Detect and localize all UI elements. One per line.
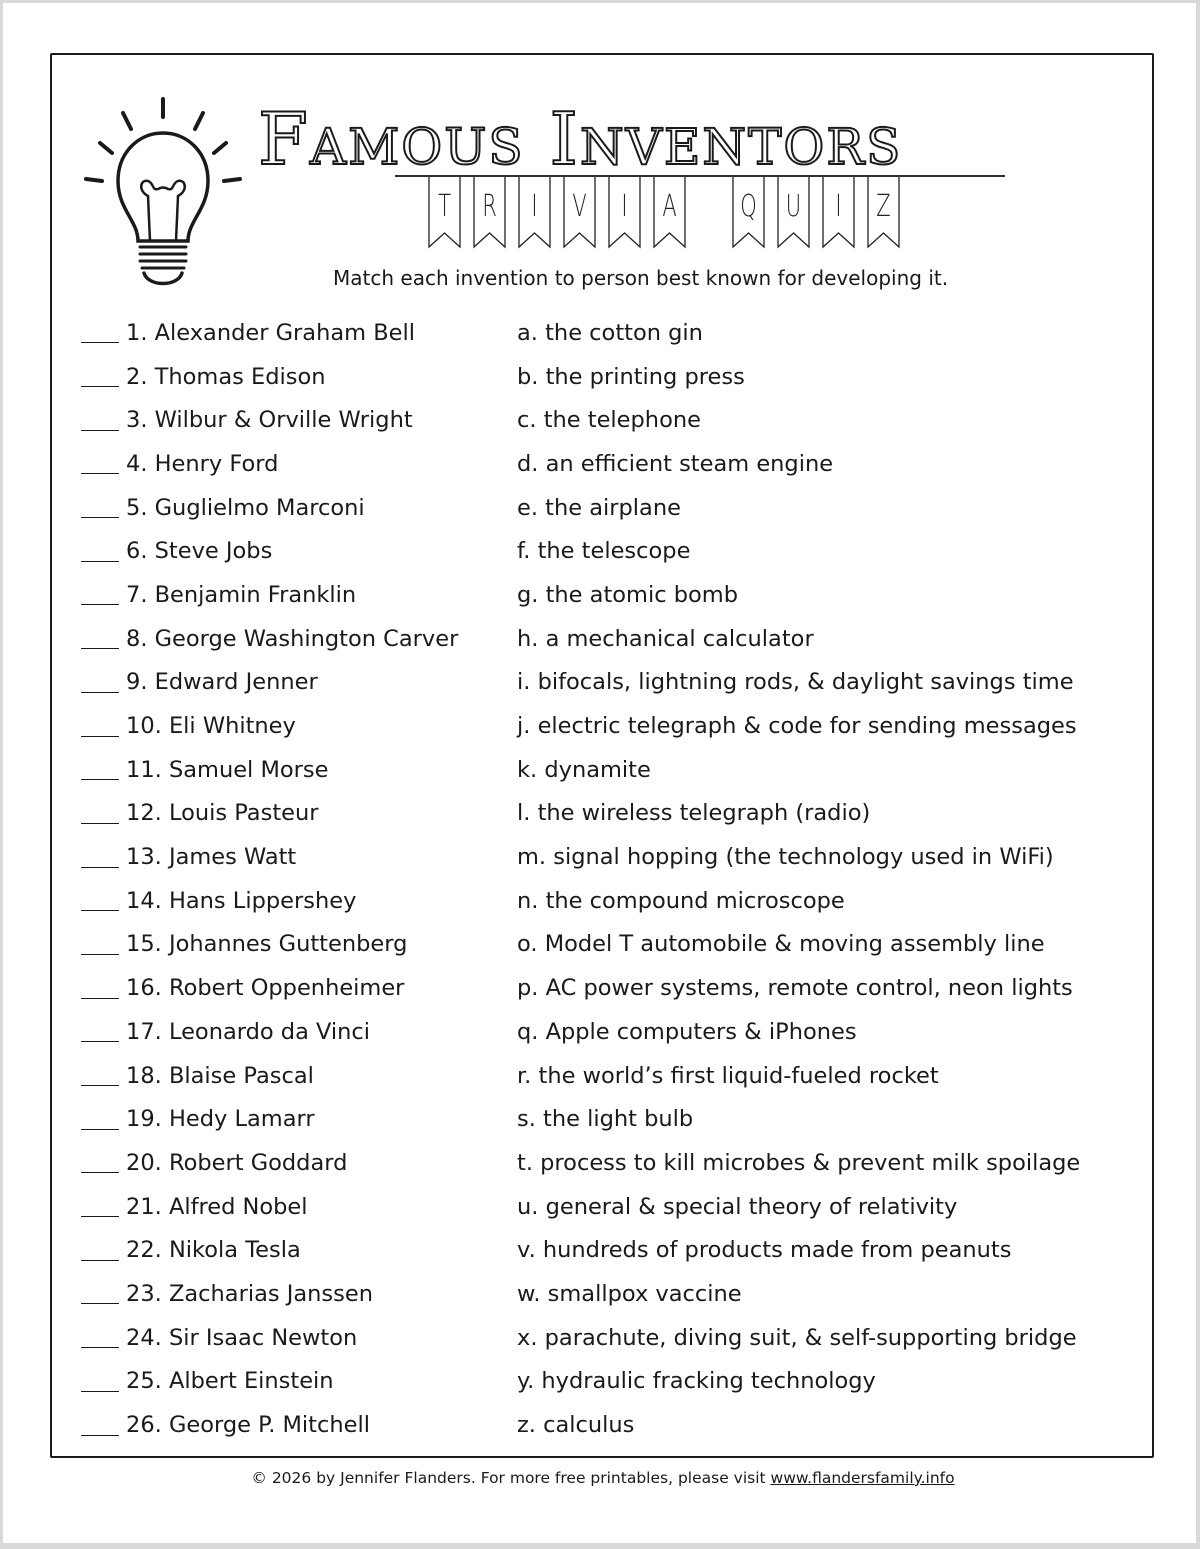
invention-text: the telescope	[537, 538, 691, 565]
invention-cell	[517, 495, 681, 521]
invention-cell	[517, 582, 738, 608]
page-sheet	[3, 3, 1196, 1543]
quiz-row	[81, 398, 1151, 442]
invention-letter: f.	[517, 538, 531, 565]
quiz-row	[81, 748, 1151, 792]
invention-cell	[517, 626, 814, 652]
quiz-row	[81, 573, 1151, 617]
invention-cell	[517, 800, 870, 826]
person-number: 18.	[126, 1062, 162, 1089]
person-cell	[81, 320, 517, 346]
answer-blank[interactable]	[81, 779, 119, 780]
quiz-row	[81, 1097, 1151, 1141]
invention-letter: y.	[517, 1368, 535, 1395]
person-cell	[81, 844, 517, 870]
invention-letter: b.	[517, 363, 539, 390]
invention-cell	[517, 1106, 693, 1132]
answer-blank[interactable]	[81, 1260, 119, 1261]
invention-cell	[517, 1063, 939, 1089]
invention-letter: g.	[517, 581, 539, 608]
invention-text: Model T automobile & moving assembly line	[544, 931, 1045, 958]
person-number: 9.	[126, 669, 148, 696]
invention-letter: o.	[517, 931, 538, 958]
quiz-row	[81, 529, 1151, 573]
quiz-row	[81, 966, 1151, 1010]
person-cell	[81, 451, 517, 477]
invention-text: the light bulb	[543, 1106, 694, 1133]
person-number: 11.	[126, 756, 162, 783]
invention-text: dynamite	[544, 756, 651, 783]
invention-cell	[517, 931, 1045, 957]
answer-blank[interactable]	[81, 1216, 119, 1217]
subtitle-banner	[428, 177, 912, 249]
person-cell	[81, 1237, 517, 1263]
invention-text: the airplane	[545, 494, 681, 521]
pennant: Q	[732, 177, 765, 249]
invention-letter: h.	[517, 625, 539, 652]
quiz-row	[81, 792, 1151, 836]
invention-letter: q.	[517, 1018, 539, 1045]
invention-cell	[517, 1281, 742, 1307]
invention-text: calculus	[543, 1412, 635, 1439]
invention-cell	[517, 1194, 957, 1220]
answer-blank[interactable]	[81, 1172, 119, 1173]
invention-text: the compound microscope	[545, 887, 845, 914]
person-cell	[81, 626, 517, 652]
invention-text: an efficient steam engine	[545, 450, 834, 477]
invention-cell	[517, 1412, 634, 1438]
invention-letter: v.	[517, 1237, 536, 1264]
answer-blank[interactable]	[81, 954, 119, 955]
invention-letter: p.	[517, 975, 539, 1002]
invention-letter: t.	[517, 1149, 533, 1176]
quiz-list	[81, 311, 1151, 1447]
pennant: U	[777, 177, 810, 249]
person-number: 20.	[126, 1149, 162, 1176]
invention-text: the cotton gin	[545, 319, 703, 346]
quiz-row	[81, 1010, 1151, 1054]
invention-text: the world’s first liquid-fueled rocket	[538, 1062, 939, 1089]
quiz-row	[81, 661, 1151, 705]
person-name: Steve Jobs	[154, 538, 273, 565]
answer-blank[interactable]	[81, 1347, 119, 1348]
person-number: 13.	[126, 844, 162, 871]
person-cell	[81, 713, 517, 739]
answer-blank[interactable]	[81, 910, 119, 911]
person-name: Eli Whitney	[168, 713, 296, 740]
invention-text: the wireless telegraph (radio)	[537, 800, 871, 827]
person-number: 4.	[126, 450, 148, 477]
answer-blank[interactable]	[81, 604, 119, 605]
invention-letter: x.	[517, 1324, 538, 1351]
person-name: Edward Jenner	[154, 669, 318, 696]
invention-cell	[517, 975, 1073, 1001]
person-name: George P. Mitchell	[168, 1412, 370, 1439]
person-name: Alfred Nobel	[168, 1193, 308, 1220]
answer-blank[interactable]	[81, 1435, 119, 1436]
person-cell	[81, 931, 517, 957]
person-number: 7.	[126, 581, 148, 608]
invention-letter: z.	[517, 1412, 536, 1439]
person-number: 12.	[126, 800, 162, 827]
invention-cell	[517, 538, 690, 564]
person-cell	[81, 407, 517, 433]
pennant: Z	[867, 177, 900, 249]
invention-cell	[517, 1237, 1011, 1263]
invention-text: AC power systems, remote control, neon lights	[545, 975, 1073, 1002]
pennant: I	[822, 177, 855, 249]
website-link[interactable]: www.flandersfamily.info	[770, 1469, 955, 1487]
invention-text: Apple computers & iPhones	[545, 1018, 857, 1045]
invention-text: parachute, diving suit, & self-supporting bridge	[544, 1324, 1077, 1351]
person-cell	[81, 495, 517, 521]
quiz-row	[81, 835, 1151, 879]
person-number: 5.	[126, 494, 148, 521]
pennant: I	[608, 177, 641, 249]
person-cell	[81, 1412, 517, 1438]
answer-blank[interactable]	[81, 1391, 119, 1392]
person-number: 19.	[126, 1106, 162, 1133]
person-number: 1.	[126, 319, 148, 346]
person-number: 25.	[126, 1368, 162, 1395]
invention-letter: r.	[517, 1062, 532, 1089]
answer-blank[interactable]	[81, 342, 119, 343]
person-cell	[81, 538, 517, 564]
person-name: Nikola Tesla	[168, 1237, 301, 1264]
person-name: Robert Oppenheimer	[168, 975, 405, 1002]
person-name: James Watt	[168, 844, 297, 871]
answer-blank[interactable]	[81, 823, 119, 824]
invention-letter: m.	[517, 844, 547, 871]
invention-letter: c.	[517, 407, 537, 434]
person-number: 16.	[126, 975, 162, 1002]
invention-letter: u.	[517, 1193, 539, 1220]
answer-blank[interactable]	[81, 867, 119, 868]
invention-cell	[517, 713, 1077, 739]
quiz-row	[81, 1316, 1151, 1360]
page-title: Famous Inventors	[258, 97, 903, 181]
person-number: 8.	[126, 625, 148, 652]
person-name: Thomas Edison	[154, 363, 326, 390]
person-number: 23.	[126, 1280, 162, 1307]
person-name: Hans Lippershey	[168, 887, 357, 914]
invention-letter: n.	[517, 887, 539, 914]
instructions: Match each invention to person best known for developing it.	[333, 266, 949, 290]
pennant: V	[563, 177, 596, 249]
pennant: R	[473, 177, 506, 249]
person-cell	[81, 1063, 517, 1089]
person-name: Henry Ford	[154, 450, 279, 477]
invention-letter: a.	[517, 319, 538, 346]
person-cell	[81, 1150, 517, 1176]
copyright-text: © 2026 by Jennifer Flanders. For more free printables, please visit	[251, 1469, 771, 1487]
invention-cell	[517, 1325, 1077, 1351]
quiz-row	[81, 923, 1151, 967]
lightbulb-icon	[78, 91, 248, 291]
quiz-row	[81, 1141, 1151, 1185]
person-name: Benjamin Franklin	[154, 581, 357, 608]
quiz-row	[81, 1403, 1151, 1447]
person-name: George Washington Carver	[154, 625, 459, 652]
person-cell	[81, 1106, 517, 1132]
person-cell	[81, 757, 517, 783]
person-cell	[81, 582, 517, 608]
answer-blank[interactable]	[81, 1303, 119, 1304]
answer-blank[interactable]	[81, 386, 119, 387]
invention-text: the atomic bomb	[545, 581, 738, 608]
invention-letter: i.	[517, 669, 531, 696]
answer-blank[interactable]	[81, 517, 119, 518]
invention-cell	[517, 1368, 876, 1394]
invention-cell	[517, 1019, 857, 1045]
person-cell	[81, 1194, 517, 1220]
invention-text: bifocals, lightning rods, & daylight savings time	[537, 669, 1074, 696]
person-name: Alexander Graham Bell	[154, 319, 415, 346]
person-cell	[81, 364, 517, 390]
person-number: 3.	[126, 407, 148, 434]
answer-blank[interactable]	[81, 1085, 119, 1086]
person-cell	[81, 1019, 517, 1045]
person-number: 21.	[126, 1193, 162, 1220]
invention-letter: k.	[517, 756, 538, 783]
invention-cell	[517, 407, 701, 433]
invention-cell	[517, 1150, 1080, 1176]
person-number: 22.	[126, 1237, 162, 1264]
person-name: Louis Pasteur	[168, 800, 319, 827]
quiz-row	[81, 355, 1151, 399]
person-number: 2.	[126, 363, 148, 390]
answer-blank[interactable]	[81, 430, 119, 431]
quiz-row	[81, 1185, 1151, 1229]
person-name: Hedy Lamarr	[168, 1106, 315, 1133]
person-cell	[81, 800, 517, 826]
quiz-row	[81, 1360, 1151, 1404]
quiz-row	[81, 1272, 1151, 1316]
person-cell	[81, 1325, 517, 1351]
invention-text: the telephone	[543, 407, 701, 434]
person-name: Albert Einstein	[168, 1368, 334, 1395]
person-number: 15.	[126, 931, 162, 958]
person-cell	[81, 975, 517, 1001]
quiz-row	[81, 704, 1151, 748]
invention-text: hydraulic fracking technology	[541, 1368, 876, 1395]
invention-letter: l.	[517, 800, 531, 827]
invention-letter: e.	[517, 494, 538, 521]
person-name: Samuel Morse	[168, 756, 329, 783]
quiz-row	[81, 1054, 1151, 1098]
answer-blank[interactable]	[81, 473, 119, 474]
pennant: T	[428, 177, 461, 249]
person-name: Johannes Guttenberg	[168, 931, 408, 958]
invention-letter: w.	[517, 1280, 541, 1307]
person-name: Guglielmo Marconi	[154, 494, 365, 521]
answer-blank[interactable]	[81, 1041, 119, 1042]
invention-text: the printing press	[545, 363, 745, 390]
person-number: 10.	[126, 713, 162, 740]
person-cell	[81, 669, 517, 695]
answer-blank[interactable]	[81, 648, 119, 649]
invention-text: process to kill microbes & prevent milk spoilage	[540, 1149, 1081, 1176]
invention-cell	[517, 888, 845, 914]
answer-blank[interactable]	[81, 998, 119, 999]
invention-cell	[517, 669, 1074, 695]
quiz-row	[81, 617, 1151, 661]
pennant: I	[518, 177, 551, 249]
quiz-row	[81, 486, 1151, 530]
invention-text: signal hopping (the technology used in WiFi)	[553, 844, 1054, 871]
invention-cell	[517, 320, 703, 346]
person-name: Robert Goddard	[168, 1149, 348, 1176]
pennant: A	[653, 177, 686, 249]
invention-text: general & special theory of relativity	[545, 1193, 958, 1220]
quiz-row	[81, 442, 1151, 486]
answer-blank[interactable]	[81, 692, 119, 693]
invention-letter: j.	[517, 713, 531, 740]
quiz-row	[81, 1228, 1151, 1272]
person-number: 17.	[126, 1018, 162, 1045]
person-number: 26.	[126, 1412, 162, 1439]
invention-text: hundreds of products made from peanuts	[542, 1237, 1012, 1264]
invention-cell	[517, 757, 651, 783]
person-number: 24.	[126, 1324, 162, 1351]
answer-blank[interactable]	[81, 1129, 119, 1130]
invention-letter: d.	[517, 450, 539, 477]
person-name: Sir Isaac Newton	[168, 1324, 358, 1351]
person-number: 14.	[126, 887, 162, 914]
person-cell	[81, 1281, 517, 1307]
quiz-row	[81, 879, 1151, 923]
person-number: 6.	[126, 538, 148, 565]
person-name: Leonardo da Vinci	[168, 1018, 371, 1045]
invention-text: smallpox vaccine	[547, 1280, 742, 1307]
person-cell	[81, 888, 517, 914]
invention-text: electric telegraph & code for sending messages	[537, 713, 1077, 740]
invention-letter: s.	[517, 1106, 536, 1133]
invention-cell	[517, 844, 1054, 870]
quiz-row	[81, 311, 1151, 355]
invention-cell	[517, 364, 745, 390]
answer-blank[interactable]	[81, 561, 119, 562]
person-name: Blaise Pascal	[168, 1062, 314, 1089]
person-name: Zacharias Janssen	[168, 1280, 373, 1307]
invention-cell	[517, 451, 833, 477]
answer-blank[interactable]	[81, 736, 119, 737]
invention-text: a mechanical calculator	[545, 625, 814, 652]
person-name: Wilbur & Orville Wright	[154, 407, 413, 434]
person-cell	[81, 1368, 517, 1394]
footer	[3, 1469, 1200, 1487]
